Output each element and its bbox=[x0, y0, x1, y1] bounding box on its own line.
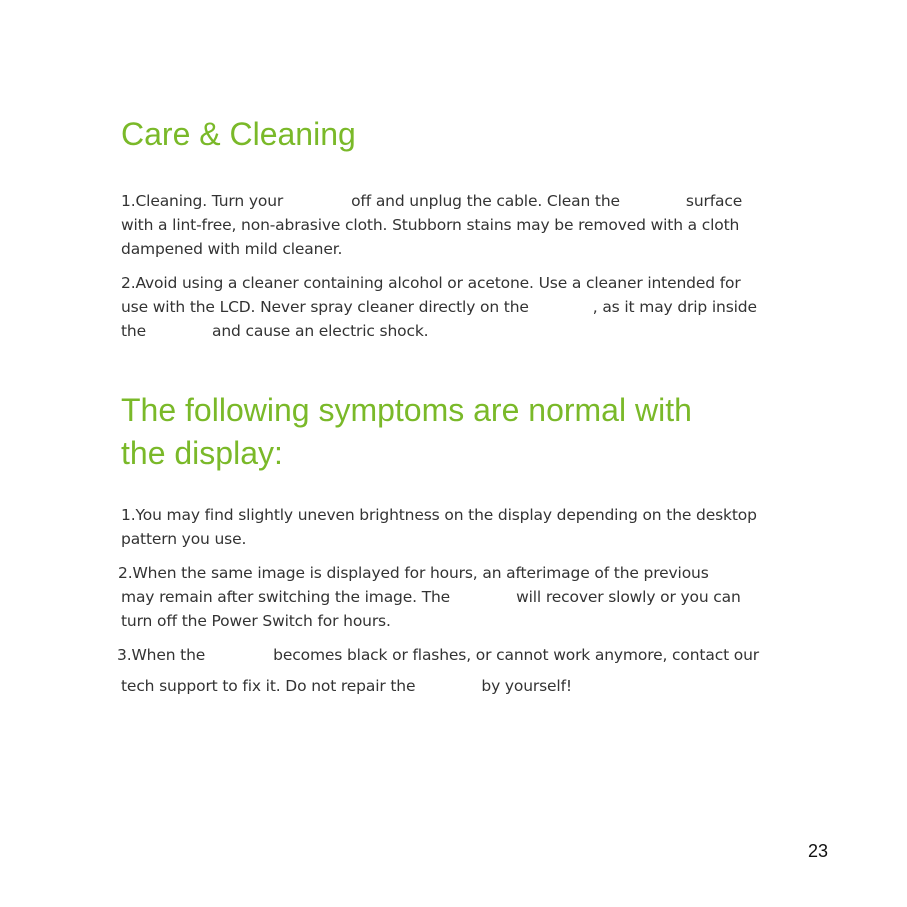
heading-line: the display: bbox=[121, 435, 283, 471]
avoid-line-3 bbox=[121, 319, 428, 343]
symptom1-line-1: 1.You may find slightly uneven brightness on the display depending on the desktop bbox=[121, 506, 757, 524]
text-fragment: the bbox=[121, 322, 146, 340]
text-fragment: off and unplug the cable. Clean the bbox=[351, 192, 620, 210]
cleaning-line-1 bbox=[121, 189, 742, 213]
text-fragment: use with the LCD. Never spray cleaner directly on the bbox=[121, 298, 529, 316]
text-fragment: and cause an electric shock. bbox=[212, 322, 429, 340]
text-fragment: tech support to fix it. Do not repair the bbox=[121, 677, 416, 695]
symptom2-line-2 bbox=[121, 585, 741, 609]
heading-line: The following symptoms are normal with bbox=[121, 392, 692, 428]
symptom1-line-2: pattern you use. bbox=[121, 530, 247, 548]
avoid-line-2 bbox=[121, 295, 757, 319]
text-fragment: by yourself! bbox=[481, 677, 572, 695]
text-fragment: , as it may drip inside bbox=[592, 298, 757, 316]
text-fragment: becomes black or flashes, or cannot work anymore, contact our bbox=[273, 646, 760, 664]
text-fragment: 3.When the bbox=[117, 646, 206, 664]
text-fragment: surface bbox=[685, 192, 743, 210]
cleaning-line-3: dampened with mild cleaner. bbox=[121, 240, 343, 258]
symptom2-line-3: turn off the Power Switch for hours. bbox=[121, 612, 391, 630]
text-fragment: may remain after switching the image. The bbox=[121, 588, 451, 606]
avoid-line-1: 2.Avoid using a cleaner containing alcohol or acetone. Use a cleaner intended for bbox=[121, 274, 741, 292]
text-fragment: 1.Cleaning. Turn your bbox=[121, 192, 284, 210]
section-heading-normal-symptoms bbox=[121, 389, 692, 475]
text-fragment: will recover slowly or you can bbox=[516, 588, 741, 606]
page-number: 23 bbox=[808, 841, 829, 861]
symptom3-line-1 bbox=[117, 643, 759, 667]
cleaning-line-2: with a lint-free, non-abrasive cloth. Stubborn stains may be removed with a cloth bbox=[121, 216, 740, 234]
symptom2-line-1: 2.When the same image is displayed for hours, an afterimage of the previous bbox=[118, 564, 709, 582]
section-heading-care-cleaning: Care & Cleaning bbox=[121, 116, 356, 152]
symptom3-line-2 bbox=[121, 674, 572, 698]
